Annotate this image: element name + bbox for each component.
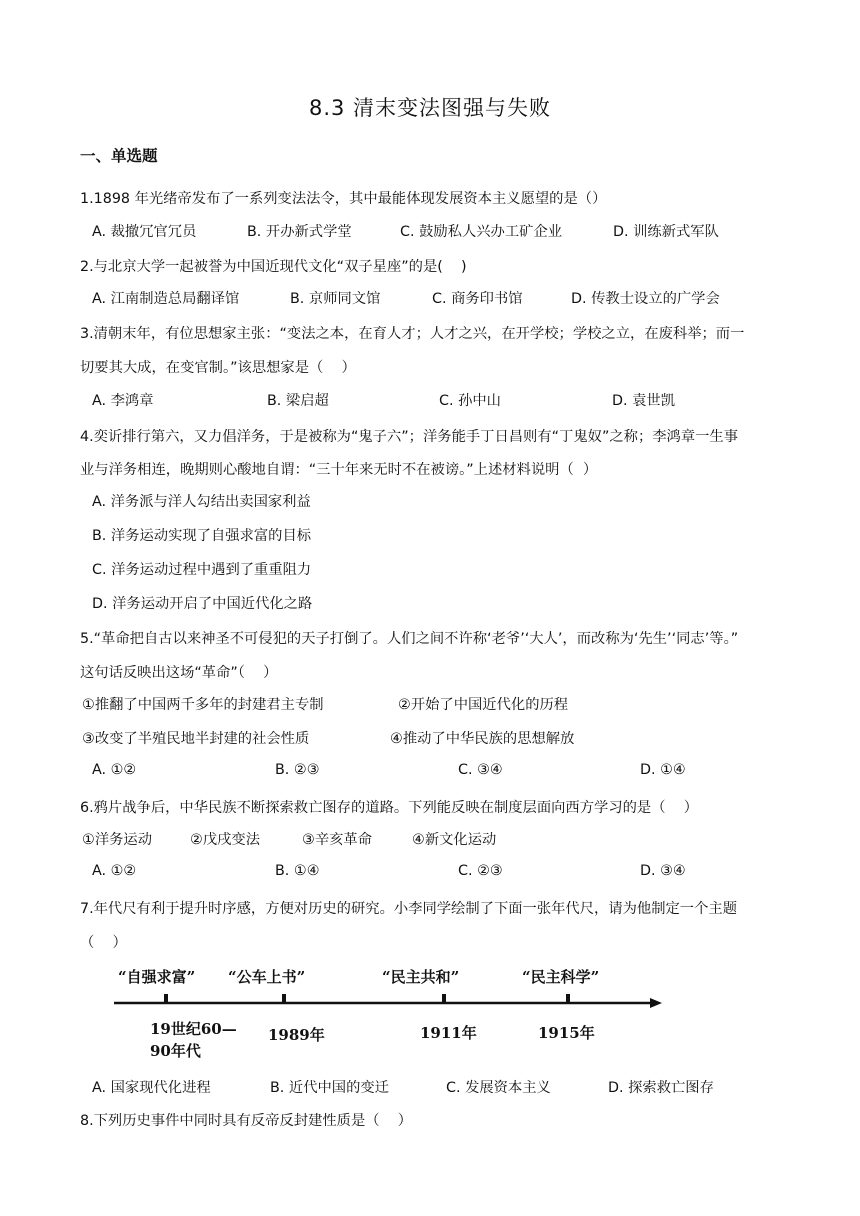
option-b[interactable]: B. ①④ <box>275 863 320 879</box>
item-2: ②开始了中国近代化的历程 <box>398 697 569 713</box>
question-4-stem-line-1: 4.奕䜣排行第六，又力倡洋务，于是被称为“鬼子六”；洋务能手丁日昌则有“丁鬼奴”之称；李鸿章一生事 <box>80 429 739 445</box>
option-a[interactable]: A. 国家现代化进程 <box>92 1080 211 1096</box>
option-d[interactable]: D. 袁世凯 <box>612 393 675 409</box>
question-2-stem: 2.与北京大学一起被誉为中国近现代文化“双子星座”的是( ) <box>80 259 467 275</box>
question-7-stem-line-1: 7.年代尺有利于提升时序感，方便对历史的研究。小李同学绘制了下面一张年代尺，请为他制定一个主题 <box>80 901 737 917</box>
option-d[interactable]: D. 洋务运动开启了中国近代化之路 <box>92 596 313 612</box>
item-4: ④新文化运动 <box>412 832 497 848</box>
option-d[interactable]: D. 训练新式军队 <box>613 224 719 240</box>
option-d[interactable]: D. ③④ <box>640 863 686 879</box>
option-c[interactable]: C. 鼓励私人兴办工矿企业 <box>400 224 563 240</box>
question-7-stem-line-2: （ ） <box>80 935 127 951</box>
question-1-stem: 1.1898 年光绪帝发布了一系列变法法令，其中最能体现发展资本主义愿望的是（） <box>80 191 607 207</box>
question-5-options <box>92 762 792 792</box>
page-title: 8.3 清末变法图强与失败 <box>308 96 552 120</box>
option-d[interactable]: D. 探索救亡图存 <box>608 1080 714 1096</box>
question-6-options <box>92 863 792 893</box>
option-c[interactable]: C. 发展资本主义 <box>446 1080 551 1096</box>
option-c[interactable]: C. 洋务运动过程中遇到了重重阻力 <box>92 562 312 578</box>
option-c[interactable]: C. 商务印书馆 <box>432 291 523 307</box>
question-7-options <box>92 1077 792 1107</box>
timeline-event-1: “自强求富” <box>118 968 196 986</box>
option-a[interactable]: A. 李鸿章 <box>92 393 154 409</box>
option-b[interactable]: B. 梁启超 <box>267 393 329 409</box>
question-3-stem-line-2: 切要其大成，在变官制。”该思想家是（ ） <box>80 360 356 376</box>
option-a[interactable]: A. 裁撤冗官冗员 <box>92 224 197 240</box>
option-b[interactable]: B. 近代中国的变迁 <box>270 1080 389 1096</box>
item-2: ②戊戌变法 <box>190 832 261 848</box>
item-1: ①推翻了中国两千多年的封建君主专制 <box>82 697 324 713</box>
timeline-date-4: 1915年 <box>538 1024 595 1042</box>
question-5-stem-line-1: 5.“革命把自古以来神圣不可侵犯的天子打倒了。人们之间不许称‘老爷’‘大人’，而改称为‘先生’‘同志’等。” <box>80 631 739 647</box>
timeline-date-1-line-1: 19世纪60— <box>150 1020 237 1038</box>
question-6-stem: 6.鸦片战争后，中华民族不断探索救亡图存的道路。下列能反映在制度层面向西方学习的是（ ） <box>80 800 698 816</box>
option-d[interactable]: D. ①④ <box>640 762 686 778</box>
timeline-date-1-line-2: 90年代 <box>150 1042 201 1060</box>
question-3-options <box>92 390 792 420</box>
question-8-stem: 8.下列历史事件中同时具有反帝反封建性质是（ ） <box>80 1113 413 1129</box>
timeline-tick-2 <box>282 994 286 1004</box>
timeline-tick-1 <box>164 994 168 1004</box>
question-4-stem-line-2: 业与洋务相连，晚期则心酸地自谓：“三十年来无时不在被谤。”上述材料说明（ ） <box>80 462 598 478</box>
option-d[interactable]: D. 传教士设立的广学会 <box>571 291 720 307</box>
timeline-figure <box>110 960 670 1070</box>
option-c[interactable]: C. 孙中山 <box>439 393 501 409</box>
option-a[interactable]: A. 江南制造总局翻译馆 <box>92 291 240 307</box>
timeline-event-4: “民主科学” <box>522 968 600 986</box>
item-1: ①洋务运动 <box>82 832 153 848</box>
option-b[interactable]: B. 洋务运动实现了自强求富的目标 <box>92 528 312 544</box>
option-b[interactable]: B. 京师同文馆 <box>290 291 381 307</box>
item-3: ③辛亥革命 <box>302 832 373 848</box>
option-b[interactable]: B. 开办新式学堂 <box>247 224 352 240</box>
question-1-options <box>92 221 792 251</box>
question-5-stem-line-2: 这句话反映出这场“革命”（ ） <box>80 665 278 681</box>
option-a[interactable]: A. ①② <box>92 863 137 879</box>
question-2-options <box>92 288 792 318</box>
option-a[interactable]: A. ①② <box>92 762 137 778</box>
question-3-stem-line-1: 3.清朝末年，有位思想家主张：“变法之本，在育人才；人才之兴，在开学校；学校之立，在废科举；而一 <box>80 326 745 342</box>
timeline-tick-3 <box>442 994 446 1004</box>
timeline-arrow <box>650 998 662 1008</box>
timeline-date-3: 1911年 <box>420 1024 477 1042</box>
timeline-event-3: “民主共和” <box>382 968 460 986</box>
timeline-event-2: “公车上书” <box>228 968 306 986</box>
option-a[interactable]: A. 洋务派与洋人勾结出卖国家利益 <box>92 494 311 510</box>
section-heading: 一、单选题 <box>80 147 158 165</box>
item-3: ③改变了半殖民地半封建的社会性质 <box>82 731 310 747</box>
item-4: ④推动了中华民族的思想解放 <box>390 731 575 747</box>
timeline-date-2: 1989年 <box>268 1026 325 1044</box>
option-c[interactable]: C. ②③ <box>458 863 503 879</box>
timeline-tick-4 <box>566 994 570 1004</box>
option-c[interactable]: C. ③④ <box>458 762 503 778</box>
option-b[interactable]: B. ②③ <box>275 762 320 778</box>
